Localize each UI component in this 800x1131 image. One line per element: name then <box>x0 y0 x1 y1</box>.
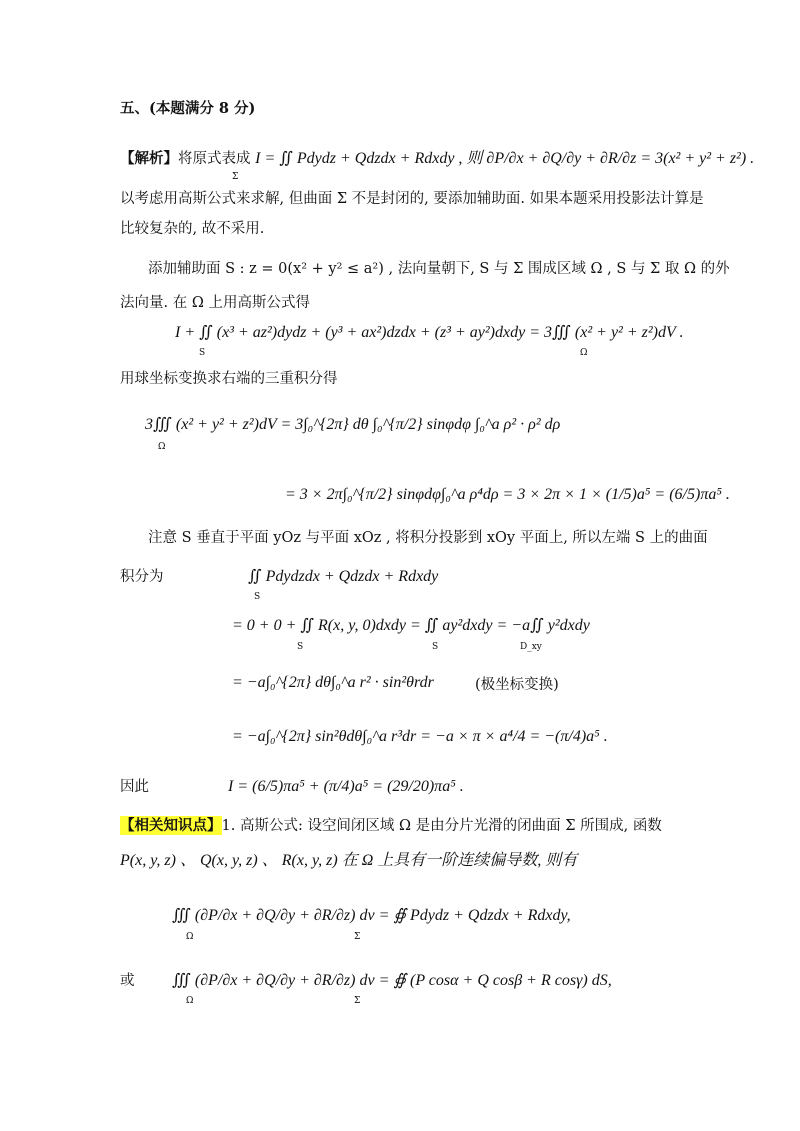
equation-5-subscript-2: S <box>432 642 439 652</box>
knowledge-text-1: 1. 高斯公式: 设空间闭区域 Ω 是由分片光滑的闭曲面 Σ 所围成, 函数 <box>221 818 662 834</box>
equation-1-subscript-s: S <box>199 348 206 358</box>
equation-5-subscript-1: S <box>297 642 304 652</box>
equation-4-subscript: S <box>254 592 261 602</box>
paragraph-4: 添加辅助面 S : z = 0(x² + y² ≤ a²) , 法向量朝下, S 与 Σ 围成区域 Ω , S 与 Σ 取 Ω 的外 <box>148 261 730 277</box>
equation-7: = −a∫₀^{2π} sin²θdθ∫₀^a r³dr = −a × π × a⁴/4 = −(π/4)a⁵ . <box>232 728 608 745</box>
paragraph-5: 法向量. 在 Ω 上用高斯公式得 <box>120 295 310 311</box>
analysis-tag: 【解析】 <box>120 150 178 167</box>
equation-6-note: (极坐标变换) <box>475 677 559 693</box>
equation-10-subscript-1: Ω <box>186 996 194 1006</box>
equation-9-subscript-2: Σ <box>354 932 361 942</box>
analysis-line-1 <box>120 148 754 170</box>
analysis-intro-text: 将原式表成 <box>178 151 251 167</box>
equation-3: = 3 × 2π∫₀^{π/2} sinφdφ∫₀^a ρ⁴dρ = 3 × 2π × 1 × (1/5)a⁵ = (6/5)πa⁵ . <box>285 486 730 503</box>
knowledge-tag: 【相关知识点】 <box>120 817 222 834</box>
equation-9-subscript-1: Ω <box>186 932 194 942</box>
paragraph-7: 注意 S 垂直于平面 yOz 与平面 xOz , 将积分投影到 xOy 平面上, 所以左端 S 上的曲面 <box>148 530 708 546</box>
paragraph-8-label: 积分为 <box>120 569 164 585</box>
equation-9: ∭ (∂P/∂x + ∂Q/∂y + ∂R/∂z) dv = ∯ Pdydz + Qdzdx + Rdxdy, <box>172 907 571 924</box>
equation-2: 3∭ (x² + y² + z²)dV = 3∫₀^{2π} dθ ∫₀^{π/2} sinφdφ ∫₀^a ρ² · ρ² dρ <box>145 416 561 433</box>
paragraph-2: 以考虑用高斯公式来求解, 但曲面 Σ 不是封闭的, 要添加辅助面. 如果本题采用投影法计算是 <box>120 191 704 207</box>
equation-1: I + ∬ (x³ + az²)dydz + (y³ + ax²)dzdx + (z³ + ay²)dxdy = 3∭ (x² + y² + z²)dV . <box>175 324 684 341</box>
equation-8: I = (6/5)πa⁵ + (π/4)a⁵ = (29/20)πa⁵ . <box>228 778 464 795</box>
knowledge-line-2: P(x, y, z) 、 Q(x, y, z) 、 R(x, y, z) 在 Ω 上具有一阶连续偏导数, 则有 <box>120 852 578 869</box>
equation-10-subscript-2: Σ <box>354 996 361 1006</box>
section-title: 五、(本题满分 8 分) <box>120 100 256 117</box>
equation-5-subscript-3: D_xy <box>520 642 542 652</box>
formula-1-subscript: Σ <box>232 172 239 182</box>
knowledge-line-1 <box>120 815 662 837</box>
paragraph-9-label: 因此 <box>120 779 149 795</box>
paragraph-6: 用球坐标变换求右端的三重积分得 <box>120 371 338 387</box>
paragraph-3: 比较复杂的, 故不采用. <box>120 221 265 237</box>
formula-1: I = ∬ Pdydz + Qdzdx + Rdxdy , 则 ∂P/∂x + ∂Q/∂y + ∂R/∂z = 3(x² + y² + z²) . <box>255 150 755 167</box>
equation-5: = 0 + 0 + ∬ R(x, y, 0)dxdy = ∬ ay²dxdy = −a∬ y²dxdy <box>232 617 590 634</box>
equation-2-subscript: Ω <box>158 442 166 452</box>
equation-6: = −a∫₀^{2π} dθ∫₀^a r² · sin²θrdr <box>232 674 434 691</box>
equation-4: ∬ Pdydzdx + Qdzdx + Rdxdy <box>248 568 439 585</box>
or-label: 或 <box>120 973 135 989</box>
equation-1-subscript-omega: Ω <box>580 348 588 358</box>
equation-10: ∭ (∂P/∂x + ∂Q/∂y + ∂R/∂z) dv = ∯ (P cosα + Q cosβ + R cosγ) dS, <box>172 972 612 989</box>
